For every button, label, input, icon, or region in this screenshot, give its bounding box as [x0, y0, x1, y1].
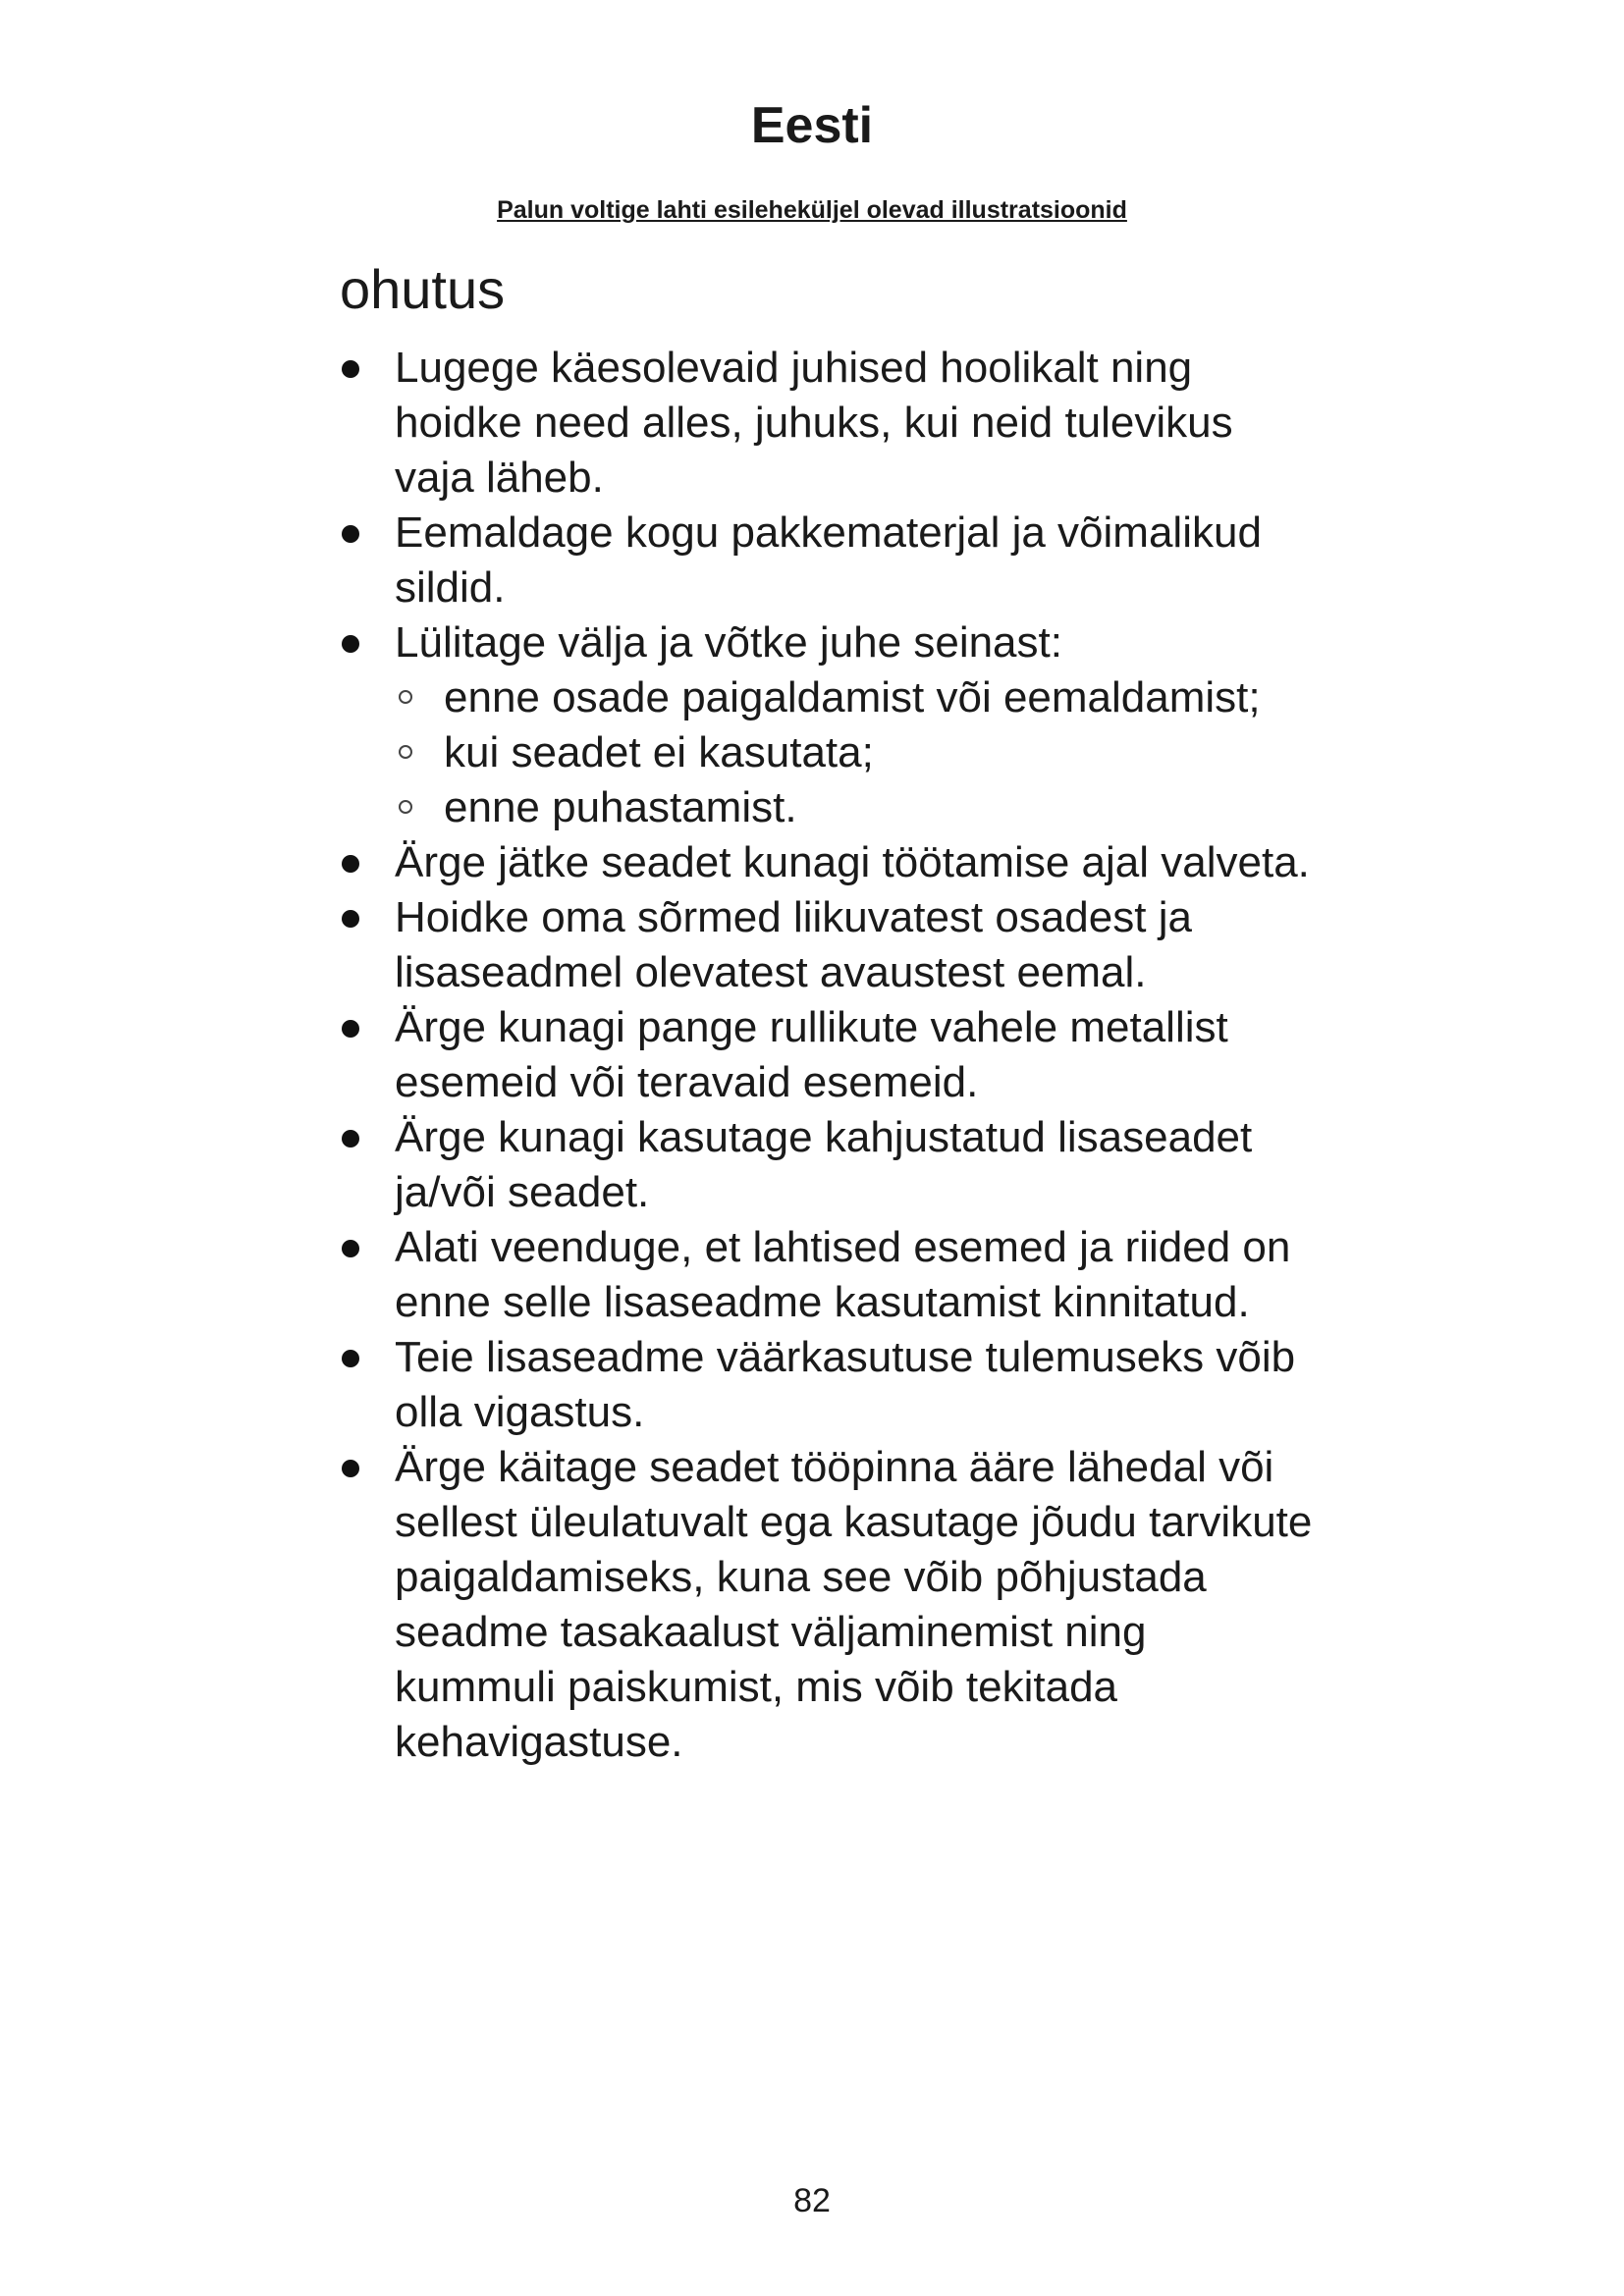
- list-item-text: Ärge kunagi kasutage kahjustatud lisaseadet ja/või seadet.: [395, 1113, 1253, 1216]
- sub-list-item: [395, 725, 1316, 780]
- bullet-icon: [342, 855, 359, 873]
- hollow-bullet-icon: [399, 800, 412, 814]
- list-item: [334, 341, 1316, 506]
- bullet-icon: [342, 635, 359, 653]
- page-title: Eesti: [750, 97, 874, 154]
- bullet-icon: [342, 525, 359, 543]
- list-item-text: Alati veenduge, et lahtised esemed ja riided on enne selle lisaseadme kasutamist kinnitatud.: [395, 1223, 1291, 1326]
- safety-list: [334, 341, 1316, 1770]
- bullet-icon: [342, 1460, 359, 1477]
- fold-out-instruction: Palun voltige lahti esileheküljel olevad illustratsioonid: [497, 196, 1127, 224]
- list-item: [334, 1220, 1316, 1330]
- list-item: [334, 1330, 1316, 1440]
- list-item-text: Ärge kunagi pange rullikute vahele metallist esemeid või teravaid esemeid.: [395, 1003, 1228, 1106]
- bullet-icon: [342, 1240, 359, 1257]
- sub-list-item-text: kui seadet ei kasutata;: [444, 728, 874, 776]
- list-item-text: Ärge käitage seadet tööpinna ääre lähedal või sellest üleulatuvalt ega kasutage jõudu tarvikute paigaldamiseks, kuna see võib põhjustada seadme tasakaalust väljaminemist ning kummuli paiskumist, mis võib tekitada kehavigastuse.: [395, 1443, 1313, 1766]
- sub-list: [395, 670, 1316, 835]
- hollow-bullet-icon: [399, 745, 412, 759]
- sub-list-item-text: enne osade paigaldamist või eemaldamist;: [444, 673, 1261, 721]
- list-item: [334, 506, 1316, 615]
- list-item: [334, 835, 1316, 890]
- list-item-text: Ärge jätke seadet kunagi töötamise ajal valveta.: [395, 838, 1310, 886]
- list-item: [334, 1000, 1316, 1110]
- bullet-icon: [342, 1130, 359, 1148]
- list-item-text: Lülitage välja ja võtke juhe seinast:: [395, 618, 1062, 667]
- bullet-icon: [342, 360, 359, 378]
- list-item: [334, 890, 1316, 1000]
- list-item: [334, 1440, 1316, 1770]
- bullet-icon: [342, 1020, 359, 1038]
- list-item-text: Hoidke oma sõrmed liikuvatest osadest ja lisaseadmel olevatest avaustest eemal.: [395, 893, 1192, 996]
- hollow-bullet-icon: [399, 690, 412, 704]
- list-item-text: Lugege käesolevaid juhised hoolikalt ning hoidke need alles, juhuks, kui neid tulevikus vaja läheb.: [395, 344, 1233, 502]
- bullet-icon: [342, 1350, 359, 1367]
- list-item: [334, 615, 1316, 835]
- list-item: [334, 1110, 1316, 1220]
- sub-list-item: [395, 670, 1316, 725]
- sub-list-item-text: enne puhastamist.: [444, 783, 797, 831]
- section-heading: ohutus: [340, 258, 506, 320]
- page-number: 82: [793, 2182, 831, 2219]
- sub-list-item: [395, 780, 1316, 835]
- list-item-text: Eemaldage kogu pakkematerjal ja võimalikud sildid.: [395, 508, 1262, 612]
- bullet-icon: [342, 910, 359, 928]
- list-item-text: Teie lisaseadme väärkasutuse tulemuseks võib olla vigastus.: [395, 1333, 1296, 1436]
